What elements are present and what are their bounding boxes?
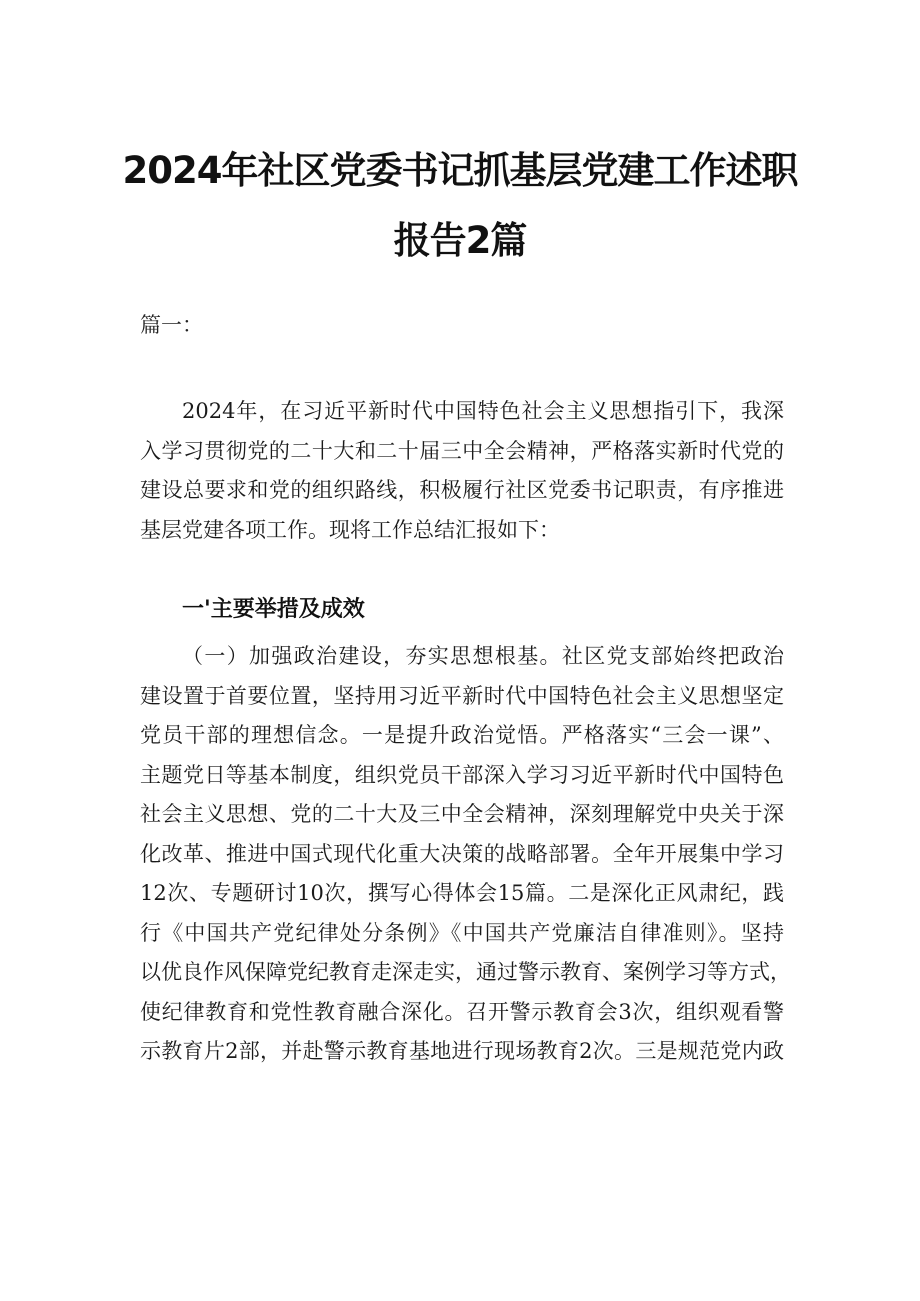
document-title-line-2: 报告2篇 <box>393 219 527 262</box>
paragraph-line: 主题党日等基本制度，组织党员干部深入学习习近平新时代中国特色 <box>140 762 784 787</box>
paragraph-line: 基层党建各项工作。现将工作总结汇报如下： <box>140 517 560 542</box>
section-label: 篇一： <box>140 313 203 337</box>
intro-paragraph <box>140 392 784 550</box>
body-paragraph <box>140 637 791 1072</box>
paragraph-line: 使纪律教育和党性教育融合深化。召开警示教育会3次，组织观看警 <box>140 999 784 1024</box>
paragraph-line: 行《中国共产党纪律处分条例》《中国共产党廉洁自律准则》。坚持 <box>140 920 784 945</box>
paragraph-line: 建设总要求和党的组织路线，积极履行社区党委书记职责，有序推进 <box>140 478 784 502</box>
paragraph-line: 示教育片2部，并赴警示教育基地进行现场教育2次。三是规范党内政 <box>140 1039 784 1063</box>
section-heading: 一'主要举措及成效 <box>182 597 365 622</box>
paragraph-line: 化改革、推进中国式现代化重大决策的战略部署。全年开展集中学习 <box>140 841 784 866</box>
paragraph-line: 党员干部的理想信念。一是提升政治觉悟。严格落实“三会一课”、 <box>140 723 784 747</box>
paragraph-line: 建设置于首要位置，坚持用习近平新时代中国特色社会主义思想坚定 <box>140 683 784 708</box>
paragraph-line: 以优良作风保障党纪教育走深走实，通过警示教育、案例学习等方式， <box>140 960 791 984</box>
document-title-line-1: 2024年社区党委书记抓基层党建工作述职 <box>122 149 798 192</box>
paragraph-line: 2024年，在习近平新时代中国特色社会主义思想指引下，我深 <box>182 399 784 423</box>
paragraph-line: （一）加强政治建设，夯实思想根基。社区党支部始终把政治 <box>182 644 784 668</box>
paragraph-line: 入学习贯彻党的二十大和二十届三中全会精神，严格落实新时代党的 <box>140 438 784 463</box>
paragraph-line: 12次、专题研讨10次，撰写心得体会15篇。二是深化正风肃纪，践 <box>140 881 784 905</box>
paragraph-line: 社会主义思想、党的二十大及三中全会精神，深刻理解党中央关于深 <box>140 802 784 826</box>
